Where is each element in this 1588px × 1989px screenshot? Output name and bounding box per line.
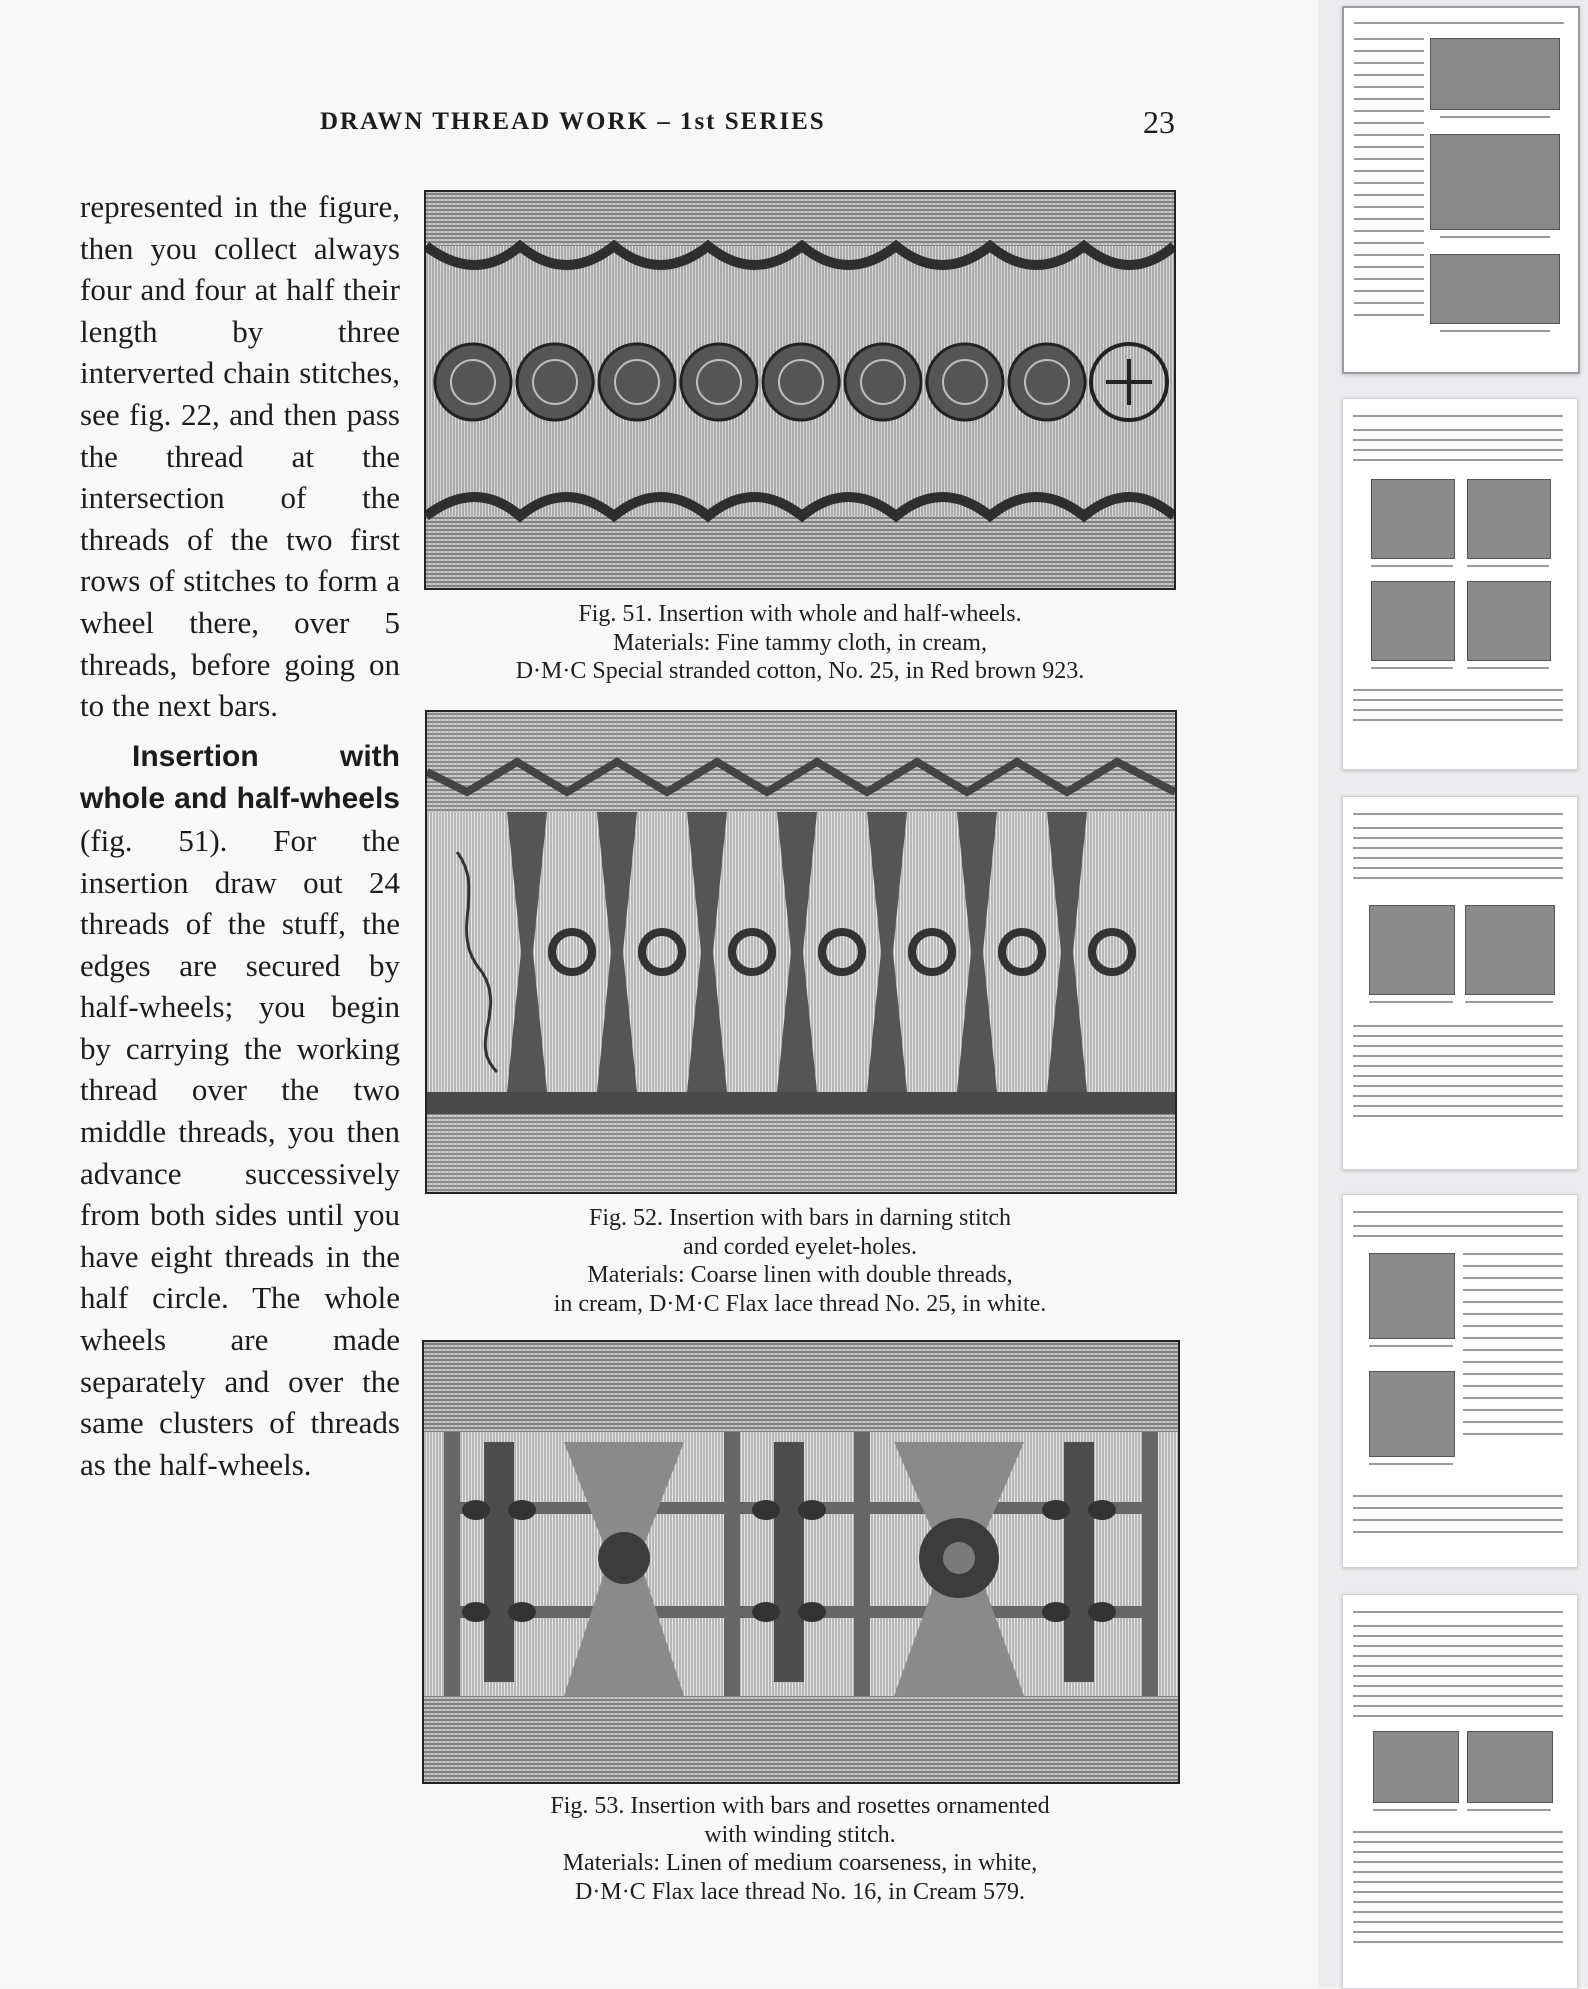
figure-caption-line: Fig. 53. Insertion with bars and rosettes ornamented	[550, 1793, 1050, 1819]
section-heading: Insertion with whole and half-wheels	[80, 739, 400, 816]
figure-caption-line: Materials: Linen of medium coarseness, in white,	[562, 1850, 1038, 1876]
page-thumbnail-sidebar[interactable]	[1318, 0, 1588, 1987]
figure-53	[420, 1340, 1180, 1940]
page-thumbnail[interactable]	[1342, 398, 1578, 770]
figure-52-caption	[420, 1204, 1180, 1318]
running-head	[320, 104, 1175, 148]
figure-53-caption	[420, 1792, 1180, 1906]
figure-51-caption	[420, 600, 1180, 686]
running-head-title: DRAWN THREAD WORK – 1st SERIES	[320, 108, 826, 135]
page-number: 23	[1143, 104, 1175, 140]
section-heading-paragraph	[80, 735, 400, 1486]
figure-caption-line: in cream, D·M·C Flax lace thread No. 25, in white.	[553, 1290, 1047, 1317]
figure-caption-line: D·M·C Special stranded cotton, No. 25, in Red brown 923.	[515, 658, 1085, 684]
body-text-column	[80, 186, 400, 1485]
page-thumbnail[interactable]	[1342, 1594, 1578, 1989]
figure-caption-line: D·M·C Flax lace thread No. 16, in Cream 579.	[575, 1878, 1025, 1905]
figure-caption-line: Fig. 51. Insertion with whole and half-wheels.	[578, 601, 1022, 627]
figure-caption-line: with winding stitch.	[704, 1821, 896, 1848]
figure-caption-line: and corded eyelet-holes.	[683, 1233, 917, 1260]
page-thumbnail[interactable]	[1342, 6, 1580, 374]
body-paragraph: represented in the figure, then you collect always four and four at half their length by three interverted chain stitches, see fig. 22, and then pass the thread at the intersection of the threads of the two first rows of stitches to form a wheel there, over 5 threads, before going on to the next bars.	[80, 189, 400, 724]
figure-53-illustration	[422, 1340, 1180, 1784]
page-thumbnail[interactable]	[1342, 796, 1578, 1170]
figure-52-illustration	[425, 710, 1177, 1194]
figure-51-illustration	[424, 190, 1176, 590]
page-thumbnail[interactable]	[1342, 1194, 1578, 1568]
body-paragraph: For the insertion draw out 24 threads of the stuff, the edges are secured by half-wheels; you begin by carrying the working thread over the two middle threads, you then advance successively from both sides until you have eight threads in the half circle. The whole wheels are made separately and over the same clusters of threads as the half-wheels.	[80, 822, 400, 1482]
figure-52	[420, 710, 1180, 1330]
figure-caption-line: Materials: Fine tammy cloth, in cream,	[613, 629, 987, 656]
figure-caption-line: Materials: Coarse linen with double threads,	[587, 1262, 1013, 1288]
figure-51	[420, 190, 1180, 690]
section-heading-ref: (fig. 51).	[80, 822, 228, 858]
figure-caption-line: Fig. 52. Insertion with bars in darning stitch	[589, 1205, 1011, 1231]
